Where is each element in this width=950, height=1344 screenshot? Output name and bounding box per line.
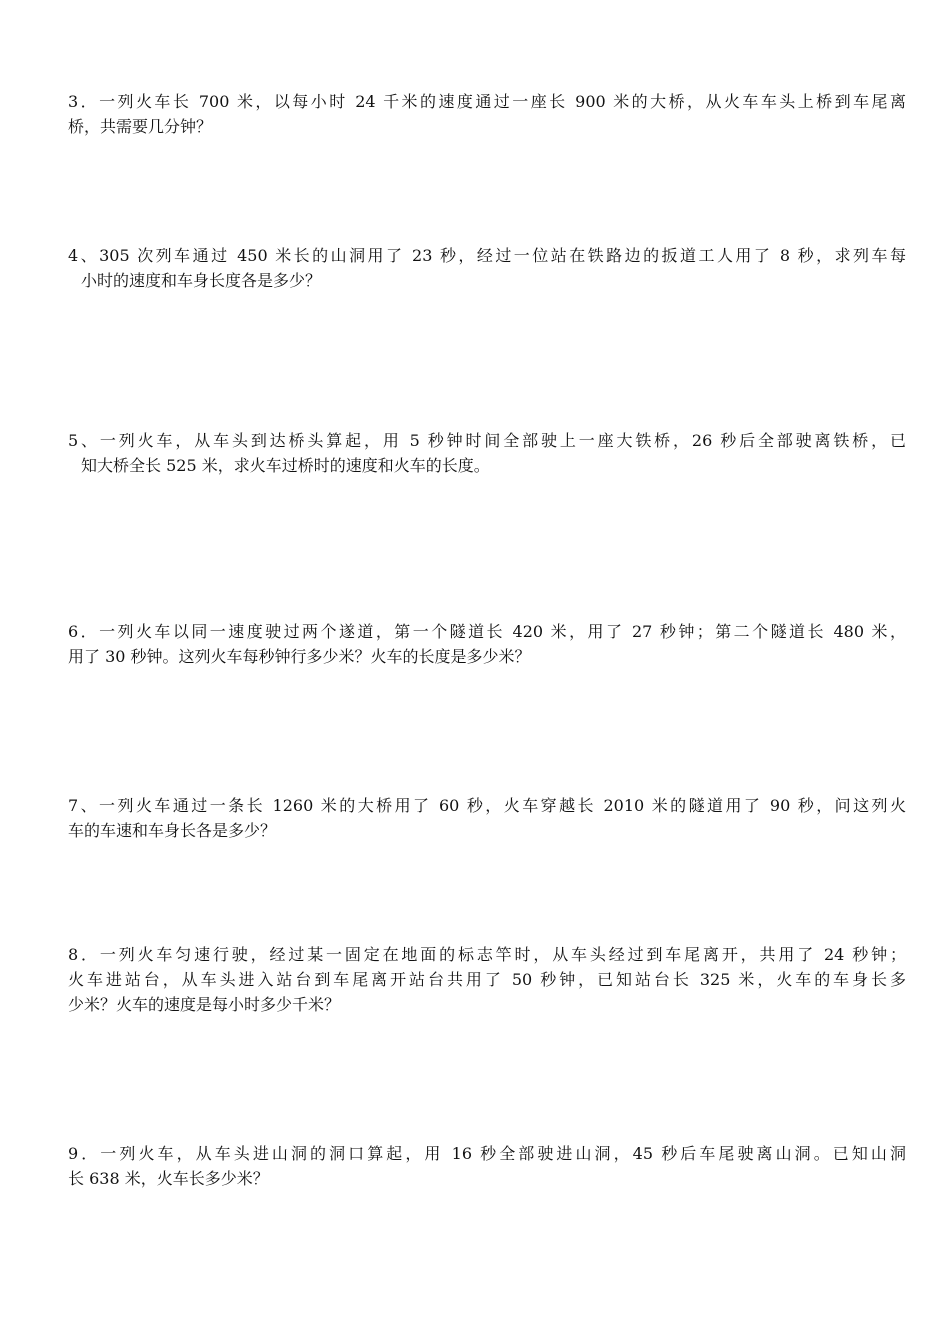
problem-7 (68, 793, 906, 843)
problem-line: 长 638 米，火车长多少米？ (68, 1169, 269, 1188)
problem-4 (68, 243, 906, 293)
problem-8 (68, 942, 906, 1017)
problem-line: 知大桥全长 525 米，求火车过桥时的速度和火车的长度。 (81, 456, 490, 475)
problem-line: 7、一列火车通过一条长 1260 米的大桥用了 60 秒，火车穿越长 2010 米的隧道用了 90 秒，问这列火 (68, 796, 906, 815)
problem-line: 车的车速和车身长各是多少？ (68, 821, 277, 840)
problem-line: 3．一列火车长 700 米，以每小时 24 千米的速度通过一座长 900 米的大桥，从火车车头上桥到车尾离 (68, 92, 906, 111)
problem-line: 9．一列火车，从车头进山洞的洞口算起，用 16 秒全部驶进山洞，45 秒后车尾驶离山洞。已知山洞 (68, 1144, 906, 1163)
problem-line: 小时的速度和车身长度各是多少？ (81, 271, 322, 290)
problem-line: 4、305 次列车通过 450 米长的山洞用了 23 秒，经过一位站在铁路边的扳道工人用了 8 秒，求列车每 (68, 246, 906, 265)
problem-9 (68, 1141, 906, 1191)
problem-line: 6．一列火车以同一速度驶过两个遂道，第一个隧道长 420 米，用了 27 秒钟；第二个隧道长 480 米， (68, 622, 906, 641)
problem-line: 8．一列火车匀速行驶，经过某一固定在地面的标志竿时，从车头经过到车尾离开，共用了 24 秒钟； (68, 945, 906, 964)
problem-5 (68, 428, 906, 478)
problem-line: 5、一列火车，从车头到达桥头算起，用 5 秒钟时间全部驶上一座大铁桥，26 秒后全部驶离铁桥，已 (68, 431, 906, 450)
problem-6 (68, 619, 906, 669)
problem-line: 用了 30 秒钟。这列火车每秒钟行多少米？火车的长度是多少米？ (68, 647, 531, 666)
problem-3 (68, 89, 906, 139)
problem-line: 桥，共需要几分钟？ (68, 117, 213, 136)
problem-line: 火车进站台，从车头进入站台到车尾离开站台共用了 50 秒钟，已知站台长 325 米，火车的车身长多 (68, 970, 906, 989)
problem-line: 少米？火车的速度是每小时多少千米？ (68, 995, 341, 1014)
